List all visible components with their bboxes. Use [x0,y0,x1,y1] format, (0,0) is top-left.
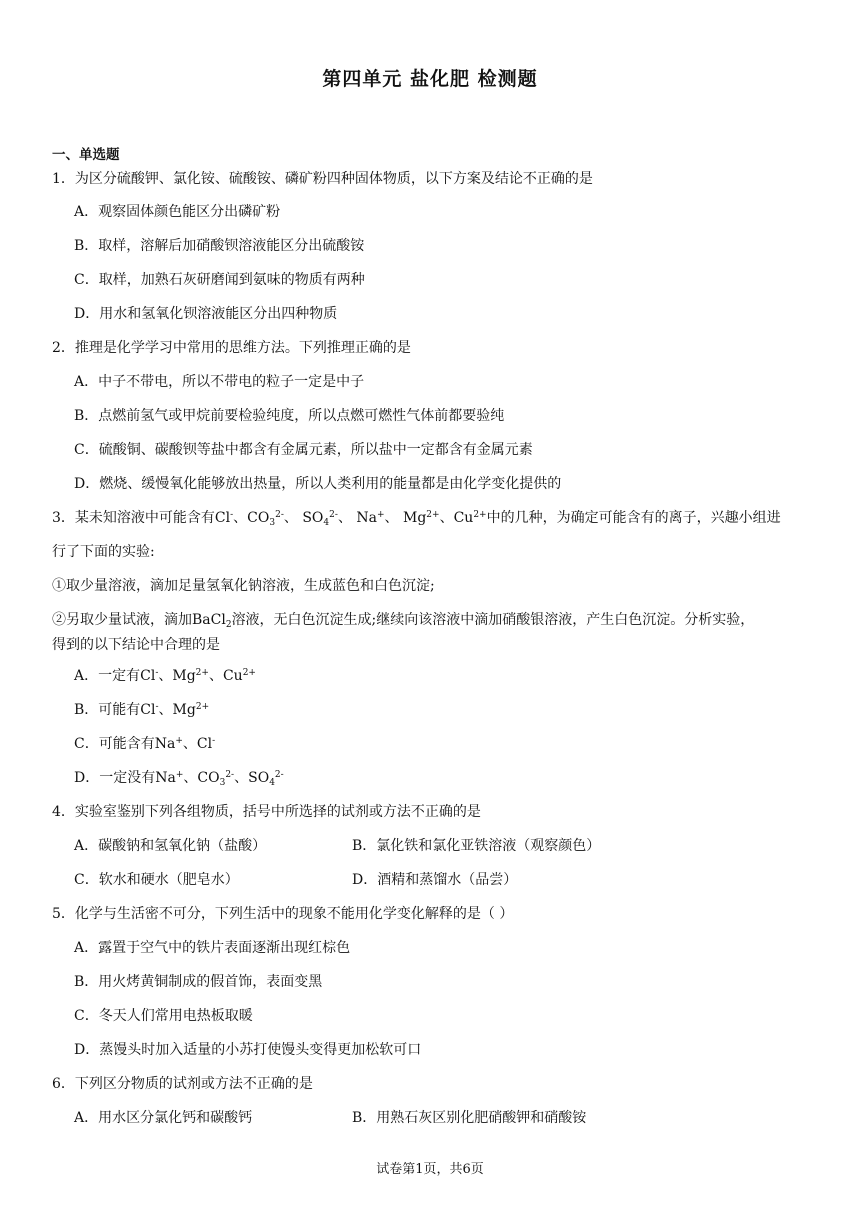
q4-option-b: B．氯化铁和氯化亚铁溶液（观察颜色） [352,838,601,854]
q4-option-a: A．碳酸钠和氢氧化钠（盐酸） [74,838,267,854]
q3-experiment-2-cont: 得到的以下结论中合理的是 [52,637,220,653]
q2-option-a: A．中子不带电，所以不带电的粒子一定是中子 [74,374,365,390]
page-title: 第四单元 盐化肥 检测题 [322,68,538,90]
q6-stem: 6．下列区分物质的试剂或方法不正确的是 [52,1076,313,1092]
q5-stem: 5．化学与生活密不可分，下列生活中的现象不能用化学变化解释的是（ ） [52,906,514,922]
q4-options-row-1 [52,829,812,863]
q4-options-row-2 [52,863,812,897]
q2-stem: 2．推理是化学学习中常用的思维方法。下列推理正确的是 [52,340,411,356]
q3-option-c: C．可能含有Na+、Cl- [74,736,216,752]
q2-option-b: B．点燃前氢气或甲烷前要检验纯度，所以点燃可燃性气体前都要验纯 [74,408,505,424]
q3-option-a: A．一定有Cl-、$Mg^{2+}$、$Cu^{2+}$ [74,668,256,684]
q2-option-c: C．硫酸铜、碳酸钡等盐中都含有金属元素，所以盐中一定都含有金属元素 [74,442,533,458]
q3-option-b: B．可能有Cl-、$Mg^{2+}$ [74,702,210,718]
q4-option-c: C．软水和硬水（肥皂水） [74,872,239,888]
q5-option-d: D．蒸馒头时加入适量的小苏打使馒头变得更加松软可口 [74,1042,422,1058]
q6-option-b: B．用熟石灰区别化肥硝酸钾和硝酸铵 [352,1110,587,1126]
q1-option-d: D．用水和氢氧化钡溶液能区分出四种物质 [74,306,338,322]
q1-option-b: B．取样，溶解后加硝酸钡溶液能区分出硫酸铵 [74,238,365,254]
q3-experiment-1: ①取少量溶液，滴加足量氢氧化钠溶液，生成蓝色和白色沉淀; [52,578,435,594]
question-content [52,143,812,1135]
q5-option-a: A．露置于空气中的铁片表面逐渐出现红棕色 [74,940,351,956]
section-heading: 一、单选题 [52,147,120,163]
q6-option-a: A．用水区分氯化钙和碳酸钙 [74,1110,253,1126]
q2-option-d: D．燃烧、缓慢氧化能够放出热量，所以人类利用的能量都是由化学变化提供的 [74,476,562,492]
q1-option-a: A．观察固体颜色能区分出磷矿粉 [74,204,281,220]
q5-option-b: B．用火烤黄铜制成的假首饰，表面变黑 [74,974,323,990]
q3-option-d: D．一定没有Na+、$CO_3^{2-}$、$SO_4^{2-}$ [74,770,284,788]
q1-option-c: C．取样，加熟石灰研磨闻到氨味的物质有两种 [74,272,365,288]
q1-stem: 1．为区分硫酸钾、氯化铵、硫酸铵、磷矿粉四种固体物质，以下方案及结论不正确的是 [52,171,593,187]
q4-option-d: D．酒精和蒸馏水（品尝） [352,872,518,888]
q5-option-c: C．冬天人们常用电热板取暖 [74,1008,253,1024]
q3-stem-cont: 行了下面的实验: [52,544,155,560]
q4-stem: 4．实验室鉴别下列各组物质，括号中所选择的试剂或方法不正确的是 [52,804,481,820]
q3-stem: 3．某未知溶液中可能含有Cl-、$CO_3^{2-}$、 $SO_4^{2-}$、 Na+、 $Mg^{2+}$、$Cu^{2+}$中的几种，为确定可能含有的离子，兴趣小组进 [52,510,781,528]
page-footer: 试卷第1页，共6页 [376,1162,484,1177]
q3-experiment-2: ②另取少量试液，滴加BaCl$_2$溶液，无白色沉淀生成;继续向该溶液中滴加硝酸银溶液，产生白色沉淀。分析实验， [52,612,755,630]
q6-options-row-1 [52,1101,812,1135]
